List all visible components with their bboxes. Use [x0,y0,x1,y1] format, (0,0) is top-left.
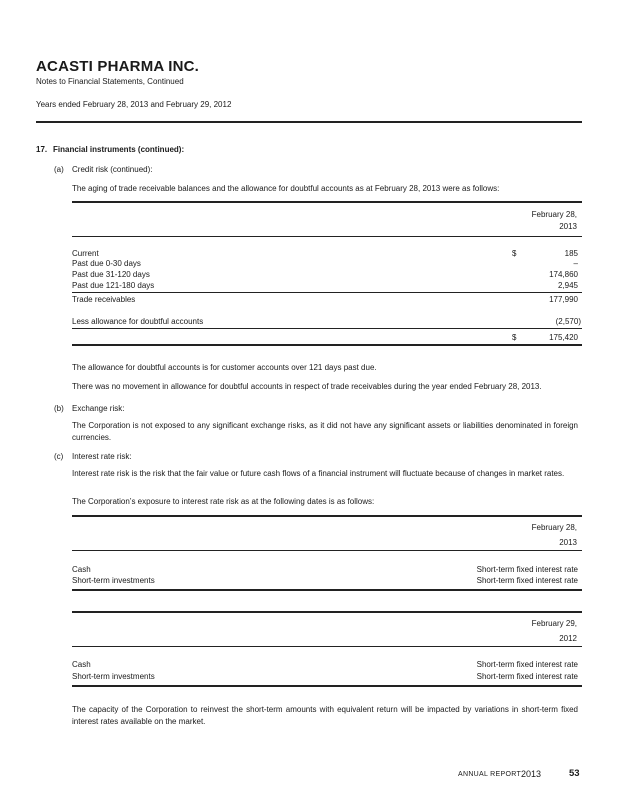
interest-row-label: Cash [72,565,91,574]
allowance-note: The allowance for doubtful accounts is for customer accounts over 121 days past due. [72,363,377,372]
interest-row-label: Cash [72,660,91,669]
interest-row-label: Short-term investments [72,576,155,585]
section-number: 17. [36,145,48,154]
page-number: 53 [569,768,580,779]
interest-table2-header-1: February 29, [531,619,577,628]
interest-table1-bottom-rule [72,589,582,591]
interest-risk-text: Interest rate risk is the risk that the fair value or future cash flows of a financial instrument will fluctuate because of changes in market rates. [72,469,565,478]
aging-col-header-1: February 28, [531,210,577,219]
interest-risk-title: Interest rate risk: [72,452,132,461]
interest-row-value: Short-term fixed interest rate [476,576,578,585]
aging-row-value: (2,570) [555,317,581,326]
header-rule [36,121,582,123]
movement-note: There was no movement in allowance for doubtful accounts in respect of trade receivables during the year ended February 28, 2013. [72,382,542,391]
interest-row-value: Short-term fixed interest rate [476,672,578,681]
aging-row-label: Trade receivables [72,295,136,304]
aging-row-value: 174,860 [549,270,578,279]
credit-risk-intro: The aging of trade receivable balances and the allowance for doubtful accounts as at February 28, 2013 were as follows: [72,184,500,193]
aging-row-value: – [573,259,578,268]
interest-table2-header-2: 2012 [559,634,577,643]
footer-year: 2013 [521,769,542,779]
interest-table1-header-2: 2013 [559,538,577,547]
aging-row-label: Less allowance for doubtful accounts [72,317,204,326]
aging-row-value: 177,990 [549,295,578,304]
interest-risk-intro: The Corporation’s exposure to interest rate risk as at the following dates is as follows: [72,497,375,506]
page-subtitle: Notes to Financial Statements, Continued [36,77,184,86]
interest-table1-header-1: February 28, [531,523,577,532]
exchange-risk-text: The Corporation is not exposed to any significant exchange risks, as it did not have any significant assets or liabilities denominated in foreign currencies. [72,421,578,442]
aging-total-rule [72,344,582,346]
closing-paragraph: The capacity of the Corporation to reinvest the short-term amounts with equivalent return will be impacted by variations in short-term fixed interest rates available on the market. [72,705,578,726]
interest-row-label: Short-term investments [72,672,155,681]
aging-row-currency: $ [512,249,517,258]
footer-report-label: ANNUAL REPORT [458,771,522,778]
aging-row-label: Current [72,249,99,258]
credit-risk-title: Credit risk (continued): [72,165,153,174]
aging-subtotal-rule [72,292,582,293]
aging-row-value: 2,945 [557,281,578,290]
period-line: Years ended February 28, 2013 and February 29, 2012 [36,100,232,109]
aging-total-currency: $ [512,333,517,342]
aging-col-header-2: 2013 [559,222,577,231]
aging-row-label: Past due 0-30 days [72,259,141,268]
credit-risk-label: (a) [54,165,64,174]
interest-table1-header-rule [72,550,582,551]
interest-table2-bottom-rule [72,685,582,687]
aging-table-top-rule [72,201,582,203]
aging-row-label: Past due 31-120 days [72,270,150,279]
interest-row-value: Short-term fixed interest rate [476,660,578,669]
interest-table2-top-rule [72,611,582,613]
exchange-risk-title: Exchange risk: [72,404,125,413]
exchange-risk-label: (b) [54,404,64,413]
aging-total-value: 175,420 [549,333,578,342]
aging-allowance-rule [72,328,582,329]
interest-table1-top-rule [72,515,582,517]
aging-header-rule [72,236,582,237]
aging-row-label: Past due 121-180 days [72,281,155,290]
interest-row-value: Short-term fixed interest rate [476,565,578,574]
section-title: Financial instruments (continued): [53,145,185,154]
interest-risk-label: (c) [54,452,64,461]
aging-row-value: 185 [564,249,578,258]
company-name: ACASTI PHARMA INC. [36,58,200,75]
interest-table2-header-rule [72,646,582,647]
